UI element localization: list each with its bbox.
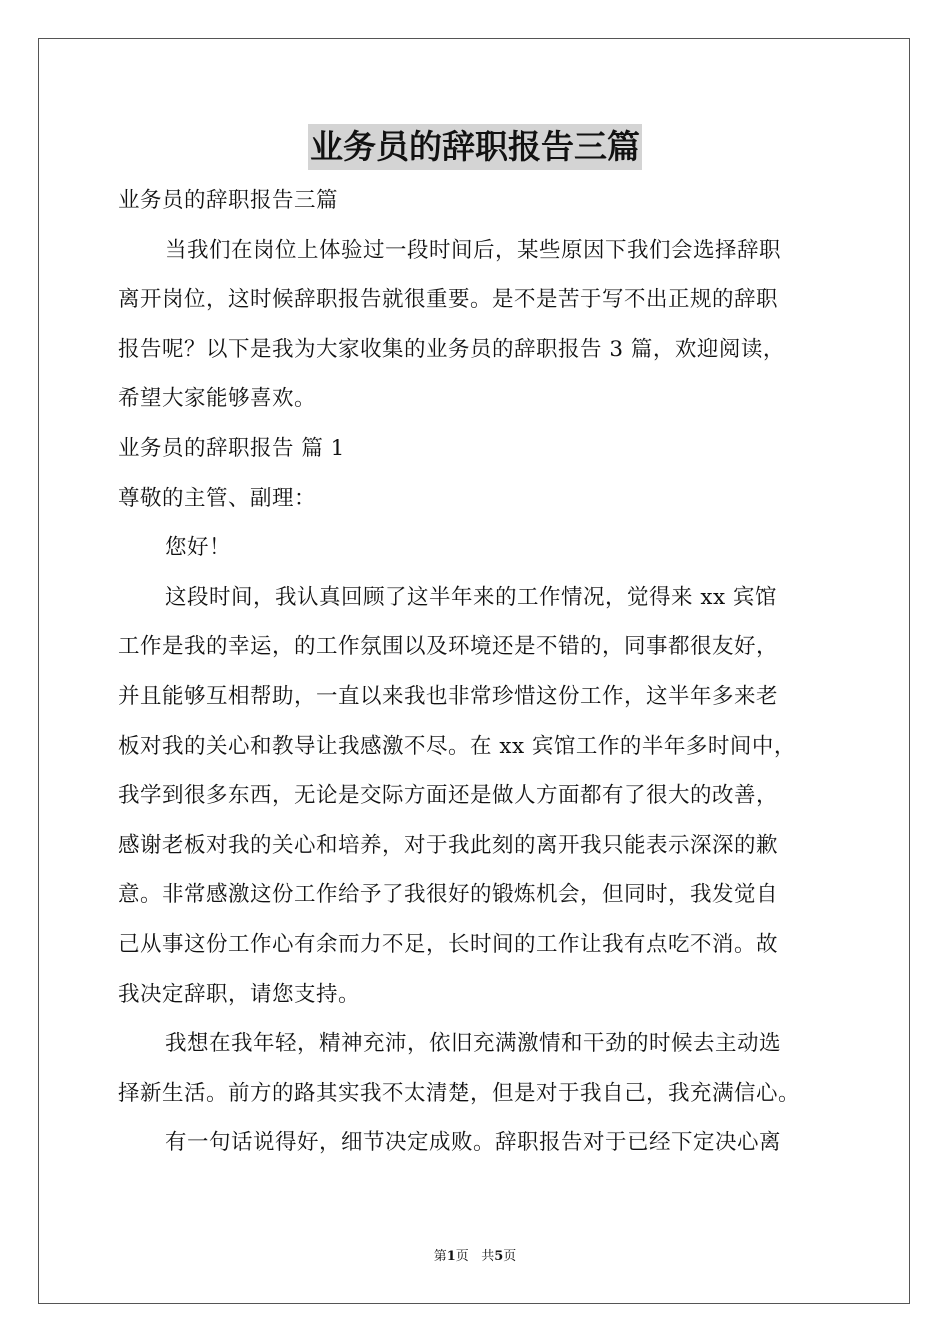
text-line: 尊敬的主管、副理： bbox=[118, 485, 317, 511]
page-prefix: 第 bbox=[433, 1249, 447, 1264]
text-line: 我想在我年轻，精神充沛，依旧充满激情和干劲的时候去主动选 bbox=[165, 1031, 782, 1057]
total-prefix: 共 bbox=[481, 1249, 495, 1264]
document-title: 业务员的辞职报告三篇 bbox=[308, 124, 642, 170]
text-line: 我决定辞职，请您支持。 bbox=[118, 981, 361, 1007]
total-suffix: 页 bbox=[503, 1249, 517, 1264]
text-line: 己从事这份工作心有余而力不足，长时间的工作让我有点吃不消。故 bbox=[118, 931, 779, 957]
text-line: 意。非常感激这份工作给予了我很好的锻炼机会，但同时，我发觉自 bbox=[118, 882, 779, 908]
text-line: 择新生活。前方的路其实我不太清楚，但是对于我自己，我充满信心。 bbox=[118, 1080, 801, 1106]
text-line: 业务员的辞职报告 篇 1 bbox=[118, 435, 345, 461]
text-line: 当我们在岗位上体验过一段时间后，某些原因下我们会选择辞职 bbox=[165, 237, 782, 263]
text-line: 工作是我的幸运，的工作氛围以及环境还是不错的，同事都很友好， bbox=[118, 634, 779, 660]
page-footer bbox=[0, 1248, 950, 1266]
text-line: 业务员的辞职报告三篇 bbox=[118, 188, 339, 213]
text-line: 感谢老板对我的关心和培养，对于我此刻的离开我只能表示深深的歉 bbox=[118, 832, 779, 858]
text-line: 报告呢？以下是我为大家收集的业务员的辞职报告 3 篇，欢迎阅读， bbox=[118, 336, 785, 362]
document-body bbox=[118, 176, 848, 1168]
text-line: 离开岗位，这时候辞职报告就很重要。是不是苦于写不出正规的辞职 bbox=[118, 287, 779, 313]
text-line: 板对我的关心和教导让我感激不尽。在 xx 宾馆工作的半年多时间中， bbox=[118, 733, 796, 759]
title-wrapper bbox=[0, 124, 950, 170]
text-line: 我学到很多东西，无论是交际方面还是做人方面都有了很大的改善， bbox=[118, 783, 779, 809]
total-pages: 5 bbox=[494, 1249, 504, 1264]
page-number: 1 bbox=[446, 1249, 456, 1264]
text-line: 希望大家能够喜欢。 bbox=[118, 386, 317, 412]
text-line: 您好！ bbox=[165, 535, 232, 561]
text-line: 这段时间，我认真回顾了这半年来的工作情况，觉得来 xx 宾馆 bbox=[165, 584, 777, 610]
text-line: 有一句话说得好，细节决定成败。辞职报告对于已经下定决心离 bbox=[165, 1130, 782, 1156]
text-line: 并且能够互相帮助，一直以来我也非常珍惜这份工作，这半年多来老 bbox=[118, 683, 779, 709]
page-suffix: 页 bbox=[455, 1249, 469, 1264]
